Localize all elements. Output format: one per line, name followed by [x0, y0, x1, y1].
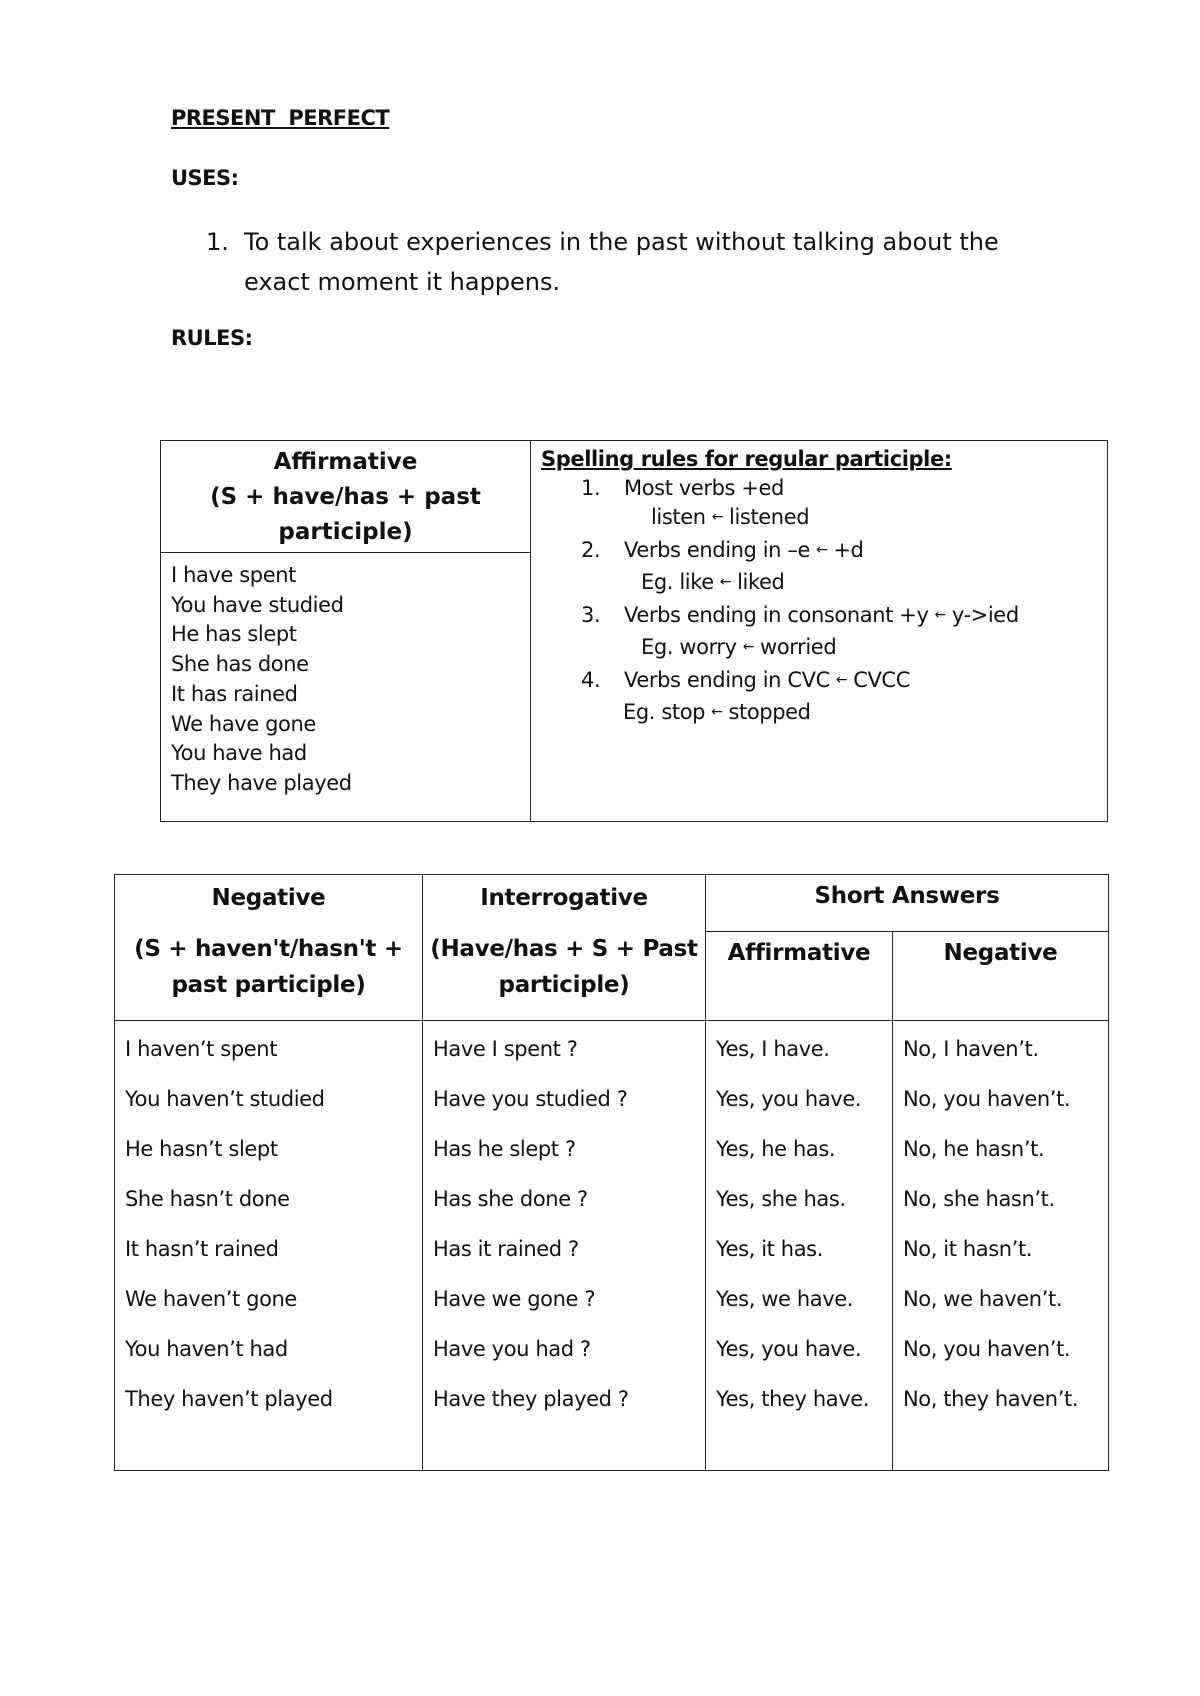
affirmative-example: They have played	[171, 770, 352, 795]
short-negative-answer: No, she hasn’t.	[903, 1187, 1055, 1211]
spelling-rule-number: 2.	[581, 538, 601, 562]
negative-example: You haven’t studied	[125, 1087, 325, 1111]
negative-formula-line2: past participle)	[171, 972, 366, 998]
spelling-rule-4	[541, 665, 1097, 698]
short-affirmative-heading: Affirmative	[727, 940, 871, 966]
spelling-rule-2	[541, 535, 1097, 568]
negative-example: You haven’t had	[125, 1337, 288, 1361]
spelling-example-4	[541, 698, 1097, 730]
interrogative-example: Have they played ?	[433, 1387, 629, 1411]
negative-example: They haven’t played	[125, 1387, 333, 1411]
interrogative-example: Have I spent ?	[433, 1037, 578, 1061]
spelling-rules-title: Spelling rules for regular participle:	[541, 447, 952, 471]
affirmative-example: You have studied	[171, 592, 344, 617]
short-negative-heading: Negative	[943, 940, 1058, 966]
short-negative-header-cell	[893, 932, 1109, 1021]
interrogative-header-cell	[423, 875, 706, 1021]
negative-example: It hasn’t rained	[125, 1237, 279, 1261]
example-from: Eg. stop	[623, 700, 706, 724]
rule-to: y->ied	[951, 603, 1019, 627]
short-affirmative-answer: Yes, she has.	[716, 1187, 846, 1211]
example-from: Eg. like	[641, 570, 714, 594]
short-affirmative-answer: Yes, they have.	[716, 1387, 870, 1411]
rule-to: CVCC	[853, 668, 910, 692]
short-affirmative-list	[716, 1029, 882, 1411]
spelling-rule-3	[541, 600, 1097, 633]
negative-examples-cell	[115, 1021, 423, 1471]
affirmative-spelling-table	[160, 440, 1108, 822]
interrogative-example: Have we gone ?	[433, 1287, 596, 1311]
short-negative-cell	[893, 1021, 1109, 1471]
affirmative-header-cell	[161, 441, 531, 553]
short-affirmative-answer: Yes, I have.	[716, 1037, 830, 1061]
negative-header-cell	[115, 875, 423, 1021]
example-to: listened	[729, 505, 810, 529]
uses-item-number: 1.	[206, 228, 229, 256]
interrogative-heading: Interrogative	[480, 885, 648, 911]
short-affirmative-answer: Yes, we have.	[716, 1287, 854, 1311]
spelling-example-1	[541, 503, 1097, 535]
negative-example: We haven’t gone	[125, 1287, 297, 1311]
affirmative-examples-list	[171, 561, 520, 799]
short-answers-heading: Short Answers	[814, 883, 1000, 909]
interrogative-examples-cell	[423, 1021, 706, 1471]
spelling-example-3	[541, 633, 1097, 665]
spelling-rule-number: 1.	[581, 476, 601, 500]
short-negative-answer: No, we haven’t.	[903, 1287, 1063, 1311]
uses-list	[206, 222, 1006, 302]
interrogative-example: Has it rained ?	[433, 1237, 579, 1261]
negative-example: She hasn’t done	[125, 1187, 290, 1211]
rule-from: Verbs ending in CVC	[624, 668, 830, 692]
short-affirmative-answer: Yes, it has.	[716, 1237, 823, 1261]
rule-from: Verbs ending in consonant +y	[624, 603, 929, 627]
affirmative-formula-line2: participle)	[278, 519, 413, 545]
rule-to: +d	[833, 538, 864, 562]
left-arrow-icon: ←	[835, 672, 848, 688]
interrogative-formula-line2: participle)	[498, 972, 630, 998]
interrogative-examples-list	[433, 1029, 695, 1411]
interrogative-example: Have you had ?	[433, 1337, 591, 1361]
rules-heading: RULES:	[171, 326, 253, 350]
negative-formula-line1: (S + haven't/hasn't +	[134, 936, 403, 962]
affirmative-example: He has slept	[171, 622, 297, 647]
example-from: Eg. worry	[641, 635, 737, 659]
negative-example: He hasn’t slept	[125, 1137, 278, 1161]
uses-item-line1: To talk about experiences in the past without talking about the	[244, 228, 999, 256]
affirmative-example: I have spent	[171, 563, 297, 587]
spelling-rules-cell	[531, 441, 1108, 822]
short-affirmative-header-cell	[706, 932, 893, 1021]
spelling-example-2	[541, 568, 1097, 600]
short-affirmative-answer: Yes, you have.	[716, 1337, 862, 1361]
example-to: stopped	[728, 700, 811, 724]
page-title: PRESENT PERFECT	[171, 106, 390, 130]
interrogative-example: Has she done ?	[433, 1187, 588, 1211]
uses-item-line2: exact moment it happens.	[244, 268, 561, 296]
affirmative-examples-cell	[161, 553, 531, 822]
interrogative-example: Has he slept ?	[433, 1137, 576, 1161]
spelling-rule-1	[541, 473, 1097, 503]
left-arrow-icon: ←	[719, 574, 732, 590]
left-arrow-icon: ←	[711, 509, 724, 525]
left-arrow-icon: ←	[934, 607, 946, 623]
short-negative-answer: No, you haven’t.	[903, 1337, 1071, 1361]
rule-from: Verbs ending in –e	[624, 538, 810, 562]
affirmative-formula-line1: (S + have/has + past	[210, 484, 481, 510]
short-negative-answer: No, they haven’t.	[903, 1387, 1079, 1411]
affirmative-example: You have had	[171, 741, 307, 766]
affirmative-example: It has rained	[171, 681, 298, 706]
left-arrow-icon: ←	[742, 639, 755, 655]
example-from: listen	[651, 505, 706, 529]
uses-heading: USES:	[171, 166, 239, 190]
negative-heading: Negative	[211, 885, 326, 911]
short-negative-answer: No, he hasn’t.	[903, 1137, 1045, 1161]
example-to: worried	[760, 635, 837, 659]
short-negative-answer: No, I haven’t.	[903, 1037, 1039, 1061]
left-arrow-icon: ←	[815, 542, 828, 558]
negative-examples-list	[125, 1029, 412, 1411]
spelling-rule-text: Most verbs +ed	[624, 476, 784, 500]
short-negative-answer: No, it hasn’t.	[903, 1237, 1033, 1261]
short-affirmative-answer: Yes, you have.	[716, 1087, 862, 1111]
affirmative-example: We have gone	[171, 711, 316, 736]
example-to: liked	[737, 570, 785, 594]
negative-example: I haven’t spent	[125, 1037, 278, 1061]
spelling-rule-number: 3.	[581, 603, 601, 627]
short-negative-answer: No, you haven’t.	[903, 1087, 1071, 1111]
short-answers-header-cell	[706, 875, 1109, 932]
spelling-rule-number: 4.	[581, 668, 601, 692]
affirmative-example: She has done	[171, 652, 309, 677]
short-negative-list	[903, 1029, 1098, 1411]
left-arrow-icon: ←	[711, 704, 723, 720]
affirmative-heading: Affirmative	[273, 449, 418, 475]
interrogative-formula-line1: (Have/has + S + Past	[430, 936, 698, 962]
interrogative-example: Have you studied ?	[433, 1087, 628, 1111]
short-affirmative-answer: Yes, he has.	[716, 1137, 836, 1161]
negative-interrogative-table	[114, 874, 1109, 1471]
short-affirmative-cell	[706, 1021, 893, 1471]
